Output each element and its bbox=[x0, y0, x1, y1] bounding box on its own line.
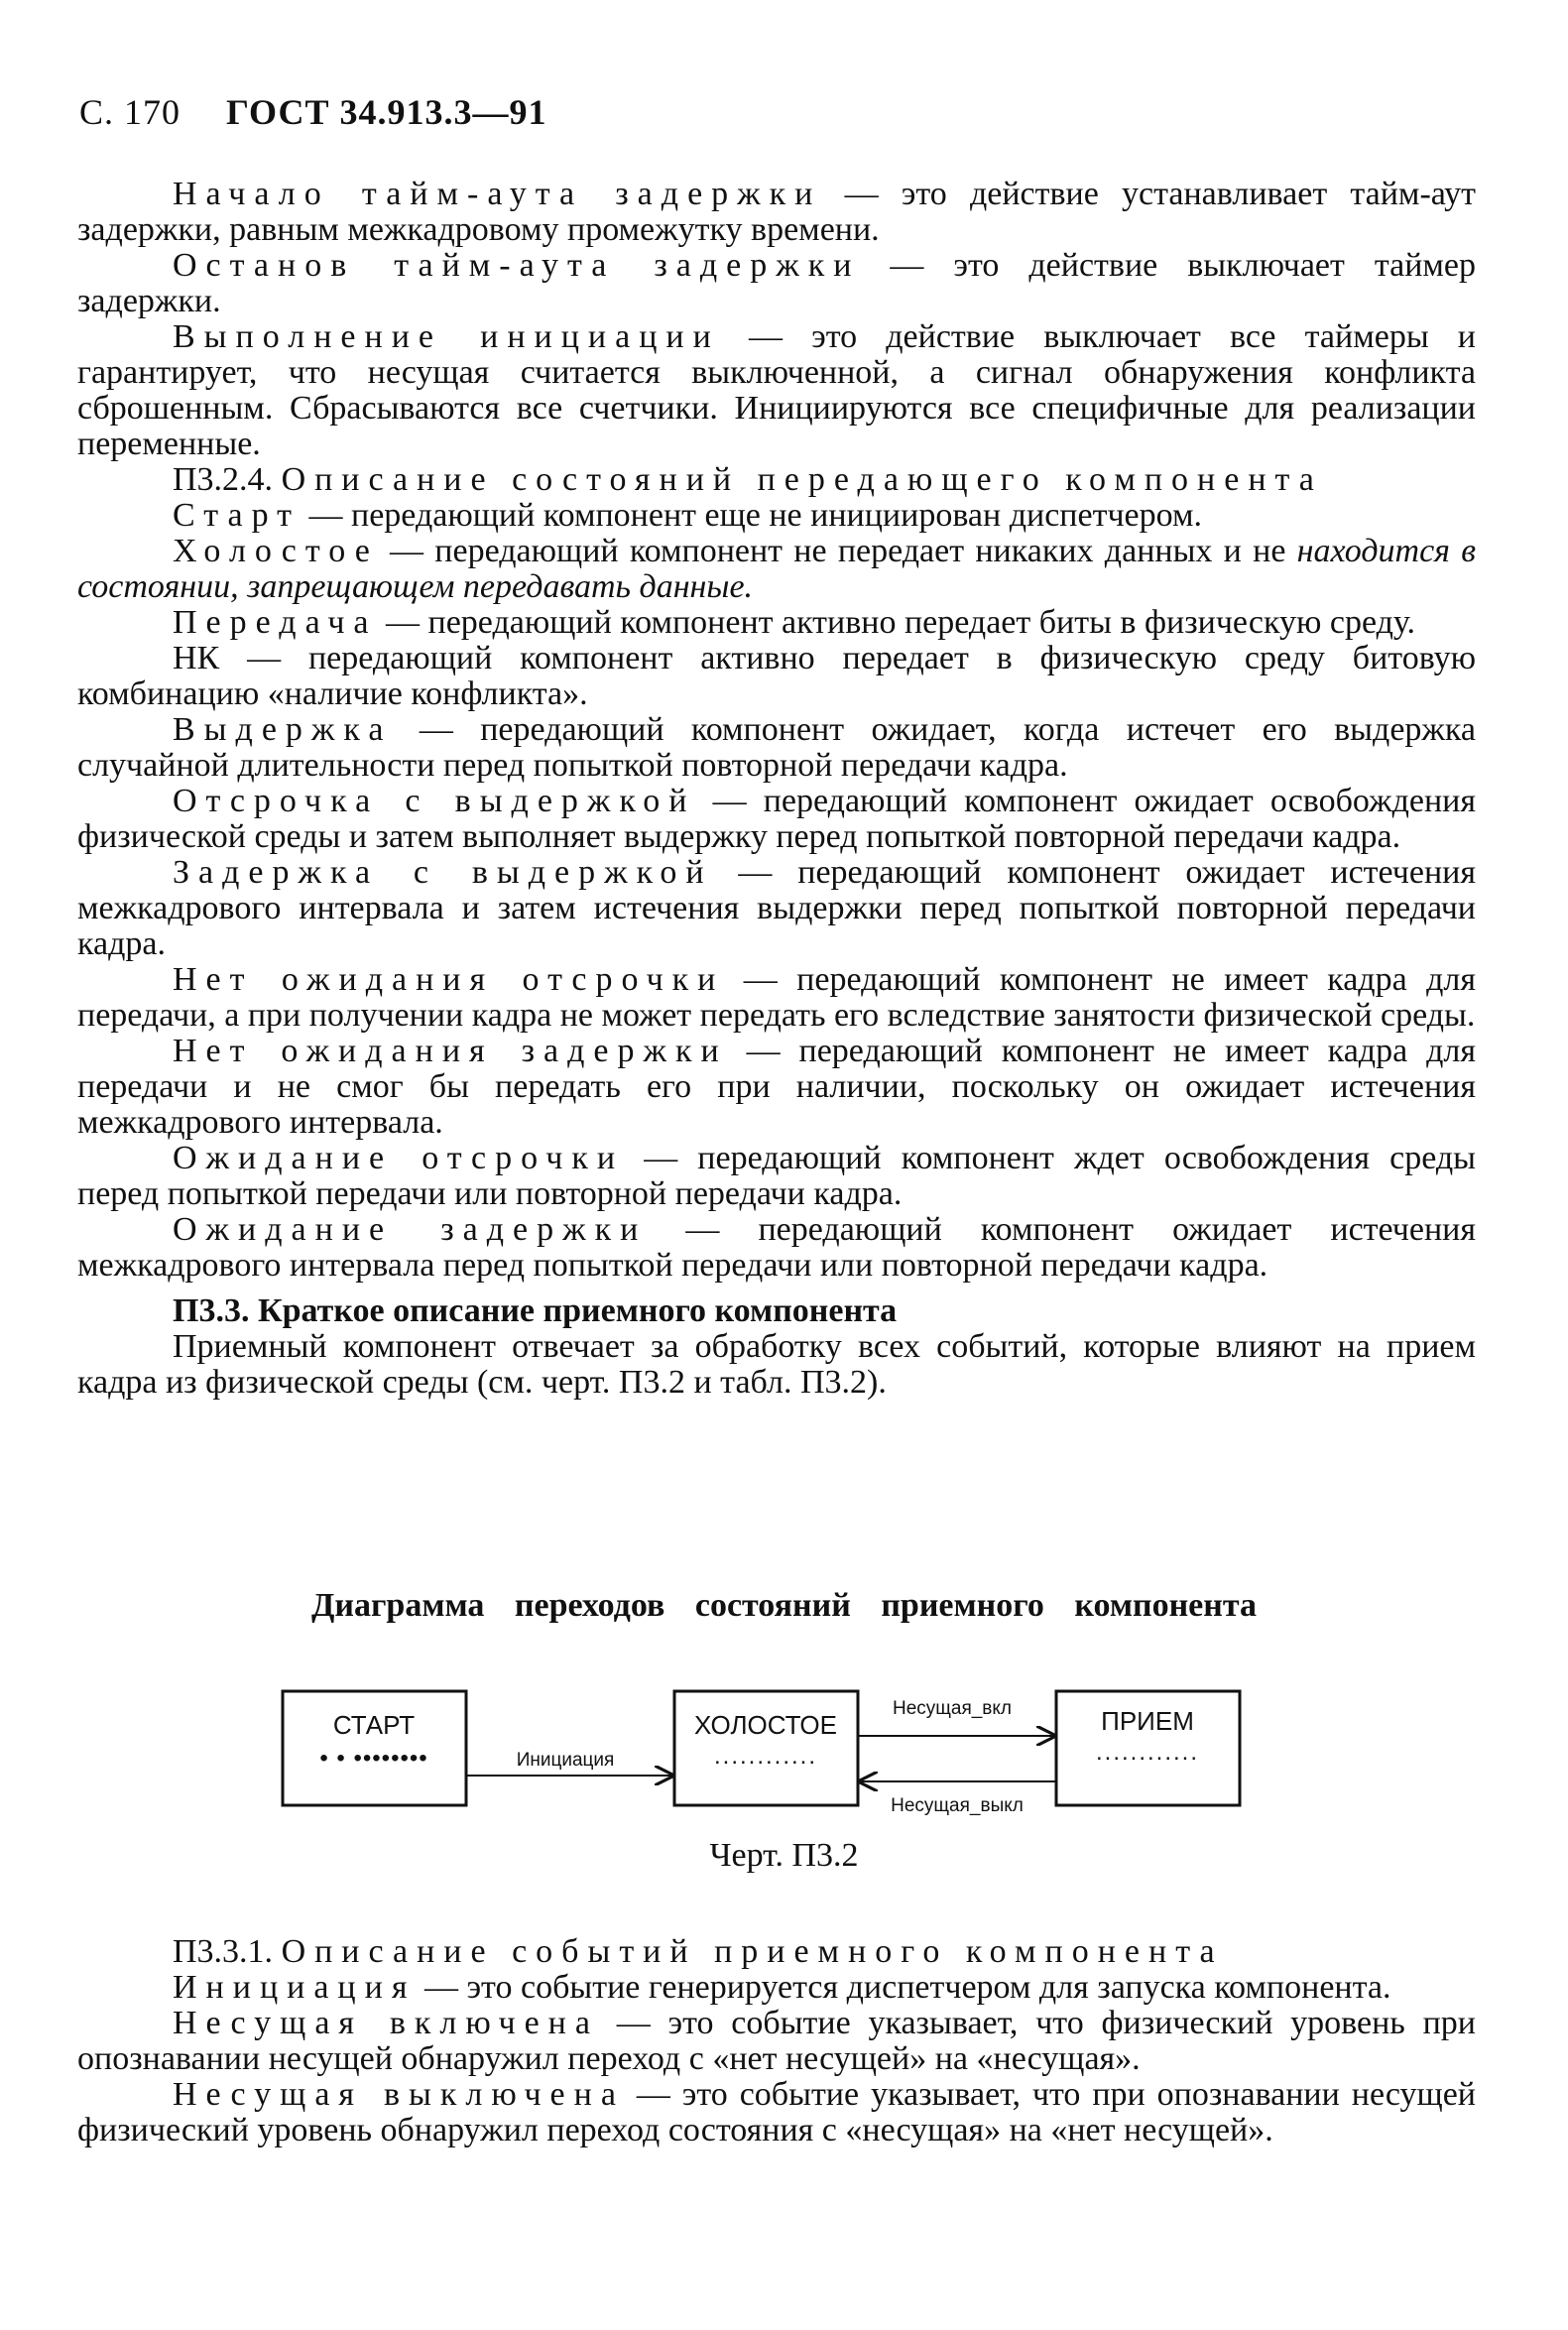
section-number: П3.3.1. bbox=[173, 1933, 274, 1970]
definition: — передающий компонент активно передает в физическую среду битовую комбинацию «наличие конфликта». bbox=[77, 640, 1476, 712]
state-paragraph bbox=[77, 962, 1476, 1034]
term: Отсрочка с выдержкой bbox=[173, 783, 696, 819]
state-receive-dots: ............ bbox=[1095, 1739, 1200, 1766]
label-initiation: Инициация bbox=[516, 1750, 615, 1771]
definition: — это действие выключает все таймеры и гарантирует, что несущая считается выключенной, а сигнал обнаружения конфликта сброшенным. Сбрасываются все счетчики. Инициируются все специфичные для реализации переменные. bbox=[77, 318, 1476, 462]
definition: — передающий компонент ждет освобождения среды перед попыткой передачи или повторной передачи кадра. bbox=[77, 1140, 1476, 1212]
paragraph bbox=[77, 177, 1476, 248]
state-idle bbox=[674, 1691, 858, 1805]
state-paragraph bbox=[77, 1141, 1476, 1212]
term: Выполнение инициации bbox=[173, 318, 720, 355]
section-33-text: Приемный компонент отвечает за обработку всех событий, которые влияют на прием кадра из физической среды (см. черт. П3.2 и табл. П3.2). bbox=[77, 1328, 1476, 1401]
definition: — это действие выключает таймер задержки. bbox=[77, 247, 1477, 319]
state-paragraph bbox=[77, 1212, 1476, 1284]
page-number: С. 170 bbox=[79, 92, 181, 132]
state-paragraph bbox=[77, 534, 1476, 605]
term: Несущая включена bbox=[173, 2005, 599, 2041]
section-heading-33: П3.3. Краткое описание приемного компонента bbox=[173, 1292, 898, 1329]
definition-italic: находится в состоянии, запрещающем передавать данные. bbox=[77, 533, 1476, 605]
state-paragraph bbox=[77, 712, 1476, 784]
definition: — передающий компонент не имеет кадра для передачи, а при получении кадра не может передать его вследствие занятости физической среды. bbox=[77, 961, 1476, 1034]
definition: — это событие генерируется диспетчером для запуска компонента. bbox=[416, 1969, 1391, 2006]
section-number: П3.2.4. bbox=[173, 461, 274, 498]
term: Нет ожидания отсрочки bbox=[173, 961, 725, 998]
diagram-title: Диаграмма переходов состояний приемного компонента bbox=[311, 1587, 1257, 1624]
state-paragraph bbox=[77, 1034, 1476, 1141]
term: Старт bbox=[173, 497, 302, 534]
label-carrier-on: Несущая_вкл bbox=[892, 1698, 1013, 1719]
term: Выдержка bbox=[173, 711, 393, 748]
term: Нет ожидания задержки bbox=[173, 1033, 728, 1069]
term: Останов тайм-аута задержки bbox=[173, 247, 861, 284]
term: Ожидание отсрочки bbox=[173, 1140, 625, 1176]
definition: — это событие указывает, что при опознавании несущей физический уровень обнаружил переход состояния с «несущая» на «нет несущей». bbox=[77, 2076, 1476, 2148]
state-paragraph bbox=[77, 641, 1476, 712]
term: НК bbox=[173, 640, 220, 676]
definition: — передающий компонент ожидает истечения межкадрового интервала и затем истечения выдержки перед попыткой повторной передачи кадра. bbox=[77, 854, 1476, 962]
definition: — это действие устанавливает тайм-аут задержки, равным межкадровому промежутку времени. bbox=[77, 176, 1476, 248]
page-header bbox=[79, 91, 546, 133]
term: Инициация bbox=[173, 1969, 417, 2006]
state-paragraph bbox=[77, 498, 1476, 534]
state-paragraph bbox=[77, 784, 1476, 855]
body-text-top bbox=[77, 177, 1476, 1401]
definition: — это событие указывает, что физический уровень при опознавании несущей обнаружил переход с «нет несущей» на «несущая». bbox=[77, 2005, 1476, 2077]
term: Задержка с выдержкой bbox=[173, 854, 713, 891]
state-diagram bbox=[268, 1666, 1279, 1825]
term: Несущая выключена bbox=[173, 2076, 625, 2113]
state-paragraph bbox=[77, 855, 1476, 962]
paragraph bbox=[77, 248, 1476, 319]
definition: — передающий компонент еще не инициирован диспетчером. bbox=[301, 497, 1203, 534]
paragraph bbox=[77, 319, 1476, 462]
event-paragraph bbox=[77, 2006, 1476, 2077]
state-start-dots: • • •••••••• bbox=[319, 1745, 428, 1772]
definition: — передающий компонент ожидает, когда истечет его выдержка случайной длительности перед попыткой повторной передачи кадра. bbox=[77, 711, 1476, 784]
definition: — передающий компонент ожидает истечения межкадрового интервала перед попыткой передачи или повторной передачи кадра. bbox=[77, 1211, 1476, 1284]
section-title: Описание состояний передающего компонента bbox=[281, 461, 1323, 498]
standard-code: ГОСТ 34.913.3—91 bbox=[226, 92, 547, 132]
section-title: Описание событий приемного компонента bbox=[281, 1933, 1224, 1970]
term: Ожидание задержки bbox=[173, 1211, 648, 1248]
label-carrier-off: Несущая_выкл bbox=[891, 1795, 1024, 1816]
event-paragraph bbox=[77, 1970, 1476, 2006]
figure-caption: Черт. П3.2 bbox=[709, 1837, 859, 1874]
body-text-bottom bbox=[77, 1934, 1476, 2148]
term: Холостое bbox=[173, 533, 379, 569]
term: Начало тайм-аута задержки bbox=[173, 176, 822, 212]
definition: — передающий компонент не имеет кадра для передачи и не смог бы передать его при наличии, поскольку он ожидает истечения межкадрового интервала. bbox=[77, 1033, 1476, 1141]
definition: — передающий компонент активно передает биты в физическую среду. bbox=[377, 604, 1416, 641]
state-idle-dots: ............ bbox=[713, 1743, 818, 1770]
state-idle-label: ХОЛОСТОЕ bbox=[694, 1710, 837, 1740]
state-paragraph bbox=[77, 605, 1476, 641]
section-heading-331 bbox=[77, 1934, 1476, 1970]
section-heading bbox=[77, 462, 1476, 498]
definition: — передающий компонент не передает никаких данных и не bbox=[378, 533, 1297, 569]
event-paragraph bbox=[77, 2077, 1476, 2148]
state-start-label: СТАРТ bbox=[332, 1710, 416, 1740]
definition: — передающий компонент ожидает освобождения физической среды и затем выполняет выдержку перед попыткой повторной передачи кадра. bbox=[77, 783, 1476, 855]
state-receive-label: ПРИЕМ bbox=[1101, 1706, 1194, 1736]
term: Передача bbox=[173, 604, 378, 641]
state-start bbox=[283, 1691, 466, 1805]
state-receive bbox=[1056, 1691, 1240, 1805]
